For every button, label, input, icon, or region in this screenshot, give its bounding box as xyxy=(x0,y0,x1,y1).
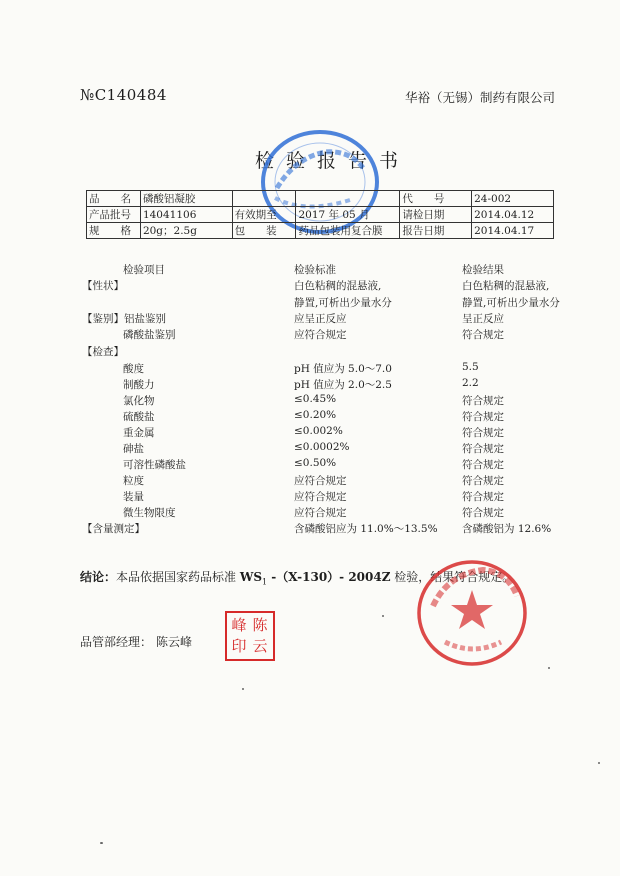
manager-name: 陈云峰 xyxy=(156,635,193,649)
seal-char: 云 xyxy=(252,637,268,655)
standard-text: 白色粘稠的混悬液, xyxy=(294,280,382,292)
result-text: 符合规定 xyxy=(462,329,504,341)
item-name: 砷盐 xyxy=(123,443,144,455)
empty-cell xyxy=(232,191,296,207)
product-info-table xyxy=(86,190,554,239)
standard-text: pH 值应为 5.0～7.0 xyxy=(294,363,392,375)
item-name: 氯化物 xyxy=(123,395,155,407)
item-name: 磷酸盐鉴别 xyxy=(123,329,176,341)
value-packaging: 药品包装用复合膜 xyxy=(296,223,400,239)
standard-text: 应符合规定 xyxy=(294,475,347,487)
standard-text: pH 值应为 2.0～2.5 xyxy=(294,379,392,391)
item-name: 铝盐鉴别 xyxy=(124,313,166,325)
standard-text: 应符合规定 xyxy=(294,329,347,341)
standard-text: ≤0.0002% xyxy=(294,441,350,453)
label-code: 代 号 xyxy=(400,191,472,207)
standard-code-subscript: 1 xyxy=(262,577,268,587)
category-inspection: 【检查】 xyxy=(82,346,124,358)
table-row xyxy=(87,191,554,207)
value-report-date: 2014.04.17 xyxy=(472,223,554,239)
value-code: 24-002 xyxy=(472,191,554,207)
heading-standard: 检验标准 xyxy=(294,264,336,276)
item-name: 粒度 xyxy=(123,475,144,487)
seal-char: 峰 xyxy=(231,616,247,634)
result-text: 白色粘稠的混悬液, xyxy=(462,280,550,292)
result-text: 符合规定 xyxy=(462,411,504,423)
category-character: 【性状】 xyxy=(82,280,124,292)
result-text: 5.5 xyxy=(462,361,479,373)
company-name: 华裕（无锡）制药有限公司 xyxy=(405,90,556,105)
item-name: 装量 xyxy=(123,491,144,503)
company-stamp xyxy=(413,556,531,670)
label-spec: 规 格 xyxy=(87,223,141,239)
value-request-date: 2014.04.12 xyxy=(472,207,554,223)
label-request-date: 请检日期 xyxy=(400,207,472,223)
standard-text: ≤0.002% xyxy=(294,425,343,437)
result-text: 符合规定 xyxy=(462,395,504,407)
standard-text: 应符合规定 xyxy=(294,507,347,519)
report-title: 检验报告书 xyxy=(255,150,411,172)
standard-text: ≤0.50% xyxy=(294,457,337,469)
scan-speck xyxy=(598,762,600,764)
standard-text: 应符合规定 xyxy=(294,491,347,503)
standard-text: 静置,可析出少量水分 xyxy=(294,297,392,309)
result-text: 符合规定 xyxy=(462,475,504,487)
label-product-name: 品 名 xyxy=(87,191,141,207)
seal-char: 陈 xyxy=(252,616,268,634)
item-name: 硫酸盐 xyxy=(123,411,155,423)
label-packaging: 包 装 xyxy=(232,223,296,239)
scan-speck xyxy=(242,688,244,690)
result-text: 符合规定 xyxy=(462,491,504,503)
empty-cell xyxy=(296,191,400,207)
result-text: 符合规定 xyxy=(462,459,504,471)
result-text: 2.2 xyxy=(462,377,479,389)
item-name: 重金属 xyxy=(123,427,155,439)
manager-label: 品管部经理： xyxy=(80,635,153,649)
value-product-name: 磷酸铝凝胶 xyxy=(140,191,232,207)
standard-text: 含磷酸铝应为 11.0%～13.5% xyxy=(294,523,438,535)
conclusion-text: 本品依据国家药品标准 xyxy=(116,570,240,584)
result-text: 符合规定 xyxy=(462,443,504,455)
seal-char: 印 xyxy=(231,637,247,655)
standard-code: WS xyxy=(239,570,262,584)
document-number: №C140484 xyxy=(80,86,167,104)
label-expiry: 有效期至 xyxy=(232,207,296,223)
scan-speck xyxy=(100,842,103,844)
category-identification: 【鉴别】 xyxy=(82,313,124,325)
value-spec: 20g；2.5g xyxy=(140,223,232,239)
value-expiry: 2017 年 05 月 xyxy=(296,207,400,223)
value-batch-no: 14041106 xyxy=(140,207,232,223)
label-report-date: 报告日期 xyxy=(400,223,472,239)
standard-text: ≤0.20% xyxy=(294,409,337,421)
item-name: 制酸力 xyxy=(123,379,155,391)
result-text: 含磷酸铝为 12.6% xyxy=(462,523,552,535)
result-text: 符合规定 xyxy=(462,507,504,519)
scan-speck xyxy=(548,667,550,669)
result-text: 静置,可析出少量水分 xyxy=(462,297,560,309)
result-text: 呈正反应 xyxy=(462,313,504,325)
item-name: 可溶性磷酸盐 xyxy=(123,459,186,471)
table-row xyxy=(87,223,554,239)
item-name: 微生物限度 xyxy=(123,507,176,519)
conclusion-label: 结论： xyxy=(80,570,117,584)
heading-item: 检验项目 xyxy=(123,264,165,276)
conclusion-result: 检验，结果符合规定。 xyxy=(390,570,515,584)
standard-text: ≤0.45% xyxy=(294,393,337,405)
standard-text: 应呈正反应 xyxy=(294,313,347,325)
item-name: 酸度 xyxy=(123,363,144,375)
table-row xyxy=(87,207,554,223)
personal-seal xyxy=(225,611,275,661)
heading-result: 检验结果 xyxy=(462,264,504,276)
standard-code-suffix: -（X-130）- 2004Z xyxy=(267,570,391,584)
label-batch-no: 产品批号 xyxy=(87,207,141,223)
result-text: 符合规定 xyxy=(462,427,504,439)
category-assay: 【含量测定】 xyxy=(82,523,145,535)
manager-signature xyxy=(80,633,192,650)
scan-speck xyxy=(382,615,384,617)
